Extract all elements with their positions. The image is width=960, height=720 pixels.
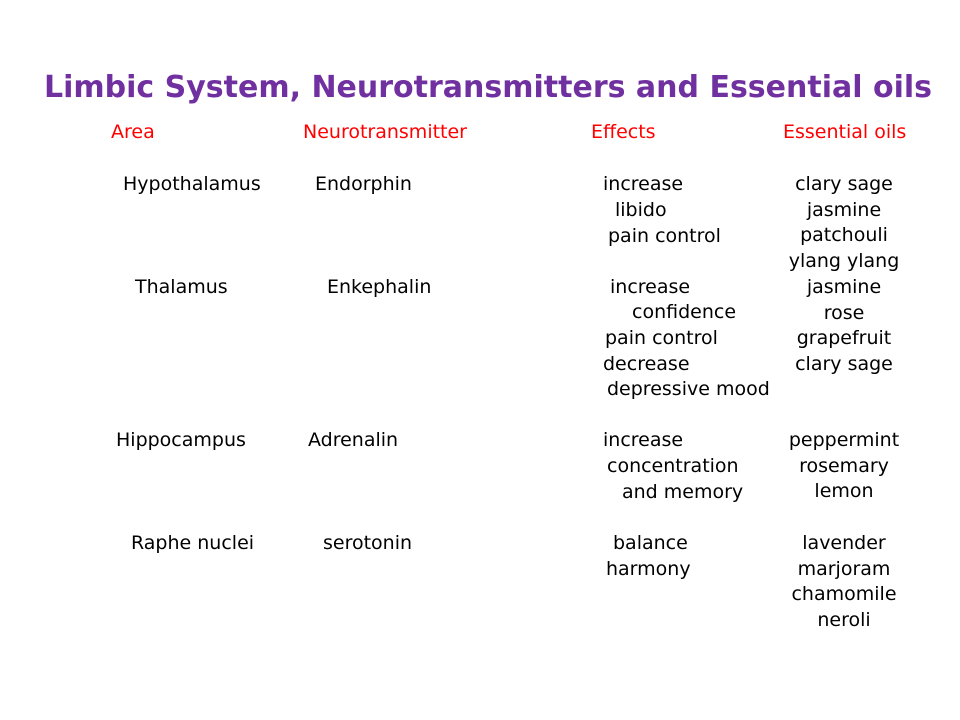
effect-line: increase (603, 429, 684, 451)
oil-item: rose (823, 301, 865, 324)
oil-item: ylang ylang (788, 250, 900, 273)
header-neurotransmitter: Neurotransmitter (303, 121, 467, 143)
row-neurotransmitter: serotonin (323, 532, 413, 554)
effect-line: and memory (622, 481, 744, 503)
row-neurotransmitter: Endorphin (315, 173, 412, 195)
effect-line: concentration (607, 455, 739, 477)
oil-item: clary sage (795, 173, 893, 195)
oil-item: neroli (817, 609, 871, 632)
effect-line: libido (615, 199, 667, 221)
oils-list (779, 428, 909, 505)
oil-item: patchouli (800, 224, 888, 247)
row-area: Thalamus (135, 276, 228, 298)
row-neurotransmitter: Enkephalin (327, 276, 432, 298)
oil-item: lavender (802, 532, 886, 554)
effect-line: harmony (606, 558, 691, 580)
effect-line: pain control (608, 225, 721, 247)
effect-line: confidence (632, 301, 737, 323)
header-essential-oils: Essential oils (783, 121, 907, 143)
effect-line: increase (603, 173, 684, 195)
oil-item: marjoram (797, 557, 891, 580)
oil-item: grapefruit (796, 327, 892, 350)
oil-item: peppermint (788, 429, 900, 451)
oils-list (779, 531, 909, 634)
effect-line: decrease (603, 353, 690, 375)
oil-item: rosemary (799, 454, 889, 477)
slide-title: Limbic System, Neurotransmitters and Essential oils (44, 70, 932, 105)
oil-item: lemon (814, 480, 874, 503)
oils-list (779, 172, 909, 275)
header-area: Area (111, 121, 155, 143)
effect-line: depressive mood (607, 378, 770, 400)
row-area: Hippocampus (116, 429, 246, 451)
effect-line: increase (610, 276, 691, 298)
oil-item: chamomile (791, 583, 897, 606)
row-neurotransmitter: Adrenalin (308, 429, 399, 451)
oil-item: jasmine (806, 198, 882, 221)
row-area: Raphe nuclei (131, 532, 255, 554)
header-effects: Effects (591, 121, 656, 143)
effect-line: balance (613, 532, 688, 554)
oil-item: clary sage (795, 353, 893, 376)
row-area: Hypothalamus (123, 173, 261, 195)
oil-item: jasmine (806, 276, 882, 298)
effect-line: pain control (605, 327, 718, 349)
oils-list (779, 275, 909, 378)
